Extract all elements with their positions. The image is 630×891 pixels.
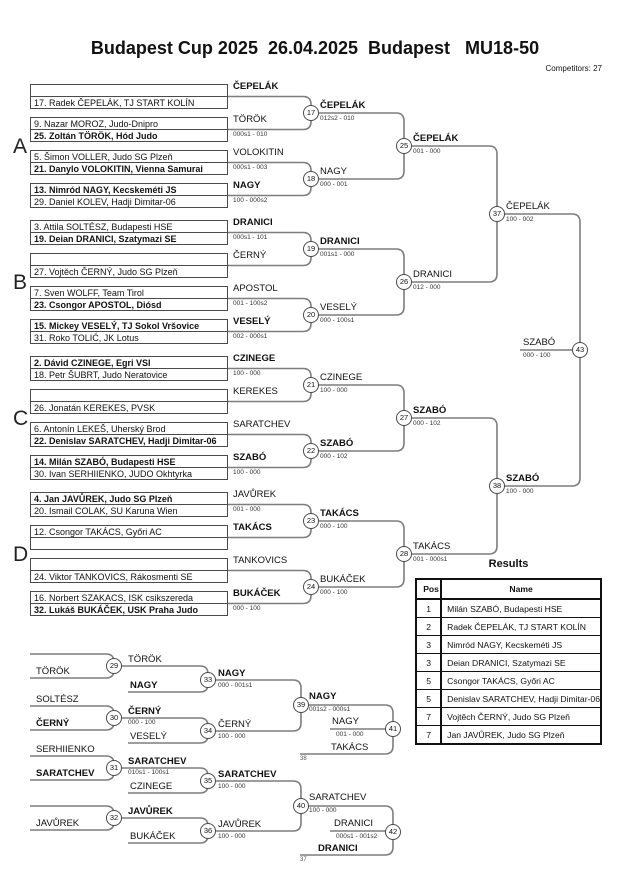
entrant-box: 27. Vojtěch ČERNÝ, Judo SG Plzeň (30, 265, 228, 278)
table-row (416, 690, 601, 708)
winner-label: TAKÁCS (233, 522, 272, 533)
winner-label: KEREKES (233, 386, 278, 397)
match-score: 000s1 - 101 (233, 234, 268, 241)
result-pos: 7 (416, 726, 441, 745)
match-node: 37 (489, 206, 505, 222)
entrant-box: 25. Zoltán TÖRÖK, Hód Judo (30, 129, 228, 142)
repechage-seed: ČERNÝ (36, 718, 70, 729)
match-score: 000 - 100s1 (320, 317, 355, 324)
winner-label: ČEPELÁK (320, 100, 366, 111)
match-node: 19 (303, 241, 319, 257)
winner-label: BUKÁČEK (320, 574, 366, 585)
repechage-seed: SERHIIENKO (36, 744, 95, 755)
source-match-ref: 37 (300, 857, 307, 863)
result-name: Deian DRANICI, Szatymazi SE (441, 654, 601, 672)
match-node: 28 (396, 546, 412, 562)
winner-label: ČEPELÁK (506, 201, 550, 212)
match-score: 001 - 000s1 (413, 556, 448, 563)
results-title: Results (488, 558, 529, 570)
winner-label: CZINEGE (320, 372, 363, 383)
entrant-box: 9. Nazar MOROZ, Judo-Dnipro (30, 117, 228, 130)
match-node: 33 (200, 672, 216, 688)
match-node: 43 (572, 342, 588, 358)
winner-label: NAGY (218, 668, 246, 679)
entrant-box: 3. Attila SOLTÉSZ, Budapesti HSE (30, 220, 228, 233)
group-label-d: D (13, 543, 29, 566)
winner-label: DRANICI (413, 269, 453, 280)
result-pos: 2 (416, 618, 441, 636)
result-name: Radek ČEPELÁK, TJ START KOLÍN (441, 618, 601, 636)
match-score: 100 - 000 (218, 783, 246, 790)
winner-label: TÖRÖK (233, 114, 267, 125)
entrant-box: 12. Csongor TAKÁCS, Győri AC (30, 525, 228, 538)
main-bracket-connectors (228, 97, 580, 604)
match-score: 100 - 000 (309, 807, 337, 814)
match-score: 001 - 000 (233, 506, 261, 513)
winner-label: SZABÓ (320, 438, 354, 449)
entrant-box: 20. Ismail COLAK, SU Karuna Wien (30, 504, 228, 517)
winner-label: DRANICI (334, 818, 374, 829)
entrant-box: 18. Petr ŠUBRT, Judo Neratovice (30, 368, 228, 381)
match-score: 100 - 000 (320, 387, 348, 394)
table-row (416, 599, 601, 618)
winner-label: NAGY (332, 716, 359, 727)
match-score: 000 - 100 (320, 523, 348, 530)
match-node: 17 (303, 105, 319, 121)
winner-label: DRANICI (233, 217, 273, 228)
match-score: 100 - 000 (233, 469, 261, 476)
entrant-label: NAGY (130, 680, 158, 691)
match-score: 001s2 - 000s1 (309, 706, 351, 713)
entrant-box: 6. Antonín LEKEŠ, Uherský Brod (30, 422, 228, 435)
table-row (416, 618, 601, 636)
result-pos: 1 (416, 599, 441, 618)
match-node: 30 (106, 710, 122, 726)
winner-label: SZABÓ (413, 405, 447, 416)
entrant-box: 24. Viktor TANKOVICS, Rákosmenti SE (30, 570, 228, 583)
winner-label: ČEPELÁK (413, 133, 459, 144)
match-score: 000 - 100 (128, 719, 156, 726)
competitors-count: Competitors: 27 (545, 64, 602, 73)
winner-label: NAGY (233, 180, 261, 191)
entrant-label: BUKÁČEK (130, 831, 176, 842)
winner-label: TAKÁCS (413, 541, 451, 552)
match-node: 32 (106, 810, 122, 826)
entrant-label: CZINEGE (130, 781, 173, 792)
entrant-label: VESELÝ (130, 731, 167, 742)
winner-label: JAVŮREK (233, 489, 277, 500)
match-score: 001 - 000 (336, 731, 364, 738)
winner-label: NAGY (320, 166, 347, 177)
winner-label: APOSTOL (233, 283, 278, 294)
group-label-c: C (13, 407, 29, 430)
match-node: 25 (396, 138, 412, 154)
winner-label: SARATCHEV (128, 756, 187, 767)
entrant-box (30, 537, 228, 550)
repechage-seed: JAVŮREK (36, 818, 80, 829)
winner-label: ČERNÝ (233, 250, 267, 261)
entrant-box: 29. Daniel KOLEV, Hadji Dimitar-06 (30, 195, 228, 208)
entrant-box: 2. Dávid CZINEGE, Egri VSI (30, 356, 228, 369)
entrant-box: 4. Jan JAVŮREK, Judo SG Plzeň (30, 492, 228, 505)
match-node: 39 (293, 697, 309, 713)
match-node: 20 (303, 307, 319, 323)
result-name: Nimród NAGY, Kecskeméti JS (441, 636, 601, 654)
result-name: Milán SZABÓ, Budapesti HSE (441, 599, 601, 618)
match-score: 000s1 - 001s2 (336, 833, 378, 840)
match-score: 100 - 000 (506, 488, 534, 495)
match-node: 36 (200, 823, 216, 839)
match-node: 42 (385, 824, 401, 840)
entrant-box: 15. Mickey VESELÝ, TJ Sokol Vršovice (30, 319, 228, 332)
match-score: 000s1 - 010 (233, 131, 268, 138)
winner-label: VESELÝ (320, 302, 357, 313)
entrant-box: 17. Radek ČEPELÁK, TJ START KOLÍN (30, 96, 228, 109)
match-score: 012 - 000 (413, 284, 441, 291)
match-score: 010s1 - 100s1 (128, 769, 170, 776)
winner-label: VESELÝ (233, 316, 271, 327)
source-match-ref: 38 (300, 756, 307, 762)
winner-label: JAVŮREK (218, 819, 262, 830)
final-score: 000 - 100 (523, 352, 551, 359)
table-row (416, 726, 601, 745)
match-score: 000s1 - 003 (233, 164, 268, 171)
match-node: 23 (303, 513, 319, 529)
match-node: 35 (200, 773, 216, 789)
table-row (416, 636, 601, 654)
entrant-box: 5. Šimon VOLLER, Judo SG Plzeň (30, 150, 228, 163)
match-score: 000 - 100 (233, 605, 261, 612)
match-score: 000 - 100 (320, 589, 348, 596)
entrant-box: 26. Jonatán KEREKES, PVSK (30, 401, 228, 414)
result-pos: 3 (416, 654, 441, 672)
entrant-box: 7. Sven WOLFF, Team Tirol (30, 286, 228, 299)
table-row (416, 708, 601, 726)
match-score: 001 - 100s2 (233, 300, 268, 307)
match-score: 100 - 000 (218, 733, 246, 740)
winner-label: NAGY (309, 691, 337, 702)
repechage-seed: TÖRÖK (36, 666, 70, 677)
result-pos: 5 (416, 672, 441, 690)
entrant-box: 13. Nimród NAGY, Kecskeméti JS (30, 183, 228, 196)
group-label-b: B (13, 271, 28, 294)
table-row (416, 654, 601, 672)
result-pos: 7 (416, 708, 441, 726)
winner-label: BUKÁČEK (233, 588, 281, 599)
winner-label: SARATCHEV (218, 769, 277, 780)
match-node: 29 (106, 658, 122, 674)
entrant-box: 30. Ivan SERHIIENKO, JUDO Okhtyrka (30, 467, 228, 480)
winner-label: SZABÓ (233, 452, 267, 463)
entrant-box: 22. Denislav SARATCHEV, Hadji Dimitar-06 (30, 434, 228, 447)
result-name: Csongor TAKÁCS, Győri AC (441, 672, 601, 690)
result-pos: 5 (416, 690, 441, 708)
match-node: 31 (106, 760, 122, 776)
result-name: Jan JAVŮREK, Judo SG Plzeň (441, 726, 601, 745)
match-node: 27 (396, 410, 412, 426)
repechage-seed: SARATCHEV (36, 768, 95, 779)
match-score: 000 - 102 (413, 420, 441, 427)
match-score: 000 - 001 (320, 181, 348, 188)
match-score: 000 - 102 (320, 453, 348, 460)
match-score: 100 - 002 (506, 216, 534, 223)
entrant-box: 31. Roko TOLIĆ, JK Lotus (30, 331, 228, 344)
winner-label: ČERNÝ (128, 706, 162, 717)
results-table (415, 578, 602, 745)
winner-label: TANKOVICS (233, 555, 288, 566)
entrant-box: 32. Lukáš BUKÁČEK, USK Praha Judo (30, 603, 228, 616)
winner-label: VOLOKITIN (233, 147, 284, 158)
table-row (416, 672, 601, 690)
result-name: Denislav SARATCHEV, Hadji Dimitar-06 (441, 690, 601, 708)
entrant-box: 14. Milán SZABÓ, Budapesti HSE (30, 455, 228, 468)
result-pos: 3 (416, 636, 441, 654)
entrant-label: TAKÁCS (331, 742, 369, 753)
results-col-name: Name (441, 579, 601, 599)
results-col-pos: Pos (416, 579, 441, 599)
match-score: 100 - 000 (218, 833, 246, 840)
match-node: 21 (303, 377, 319, 393)
match-score: 001s1 - 000 (320, 251, 355, 258)
entrant-box: 21. Danylo VOLOKITIN, Vienna Samurai (30, 162, 228, 175)
entrant-box: 23. Csongor APOSTOL, Diósd (30, 298, 228, 311)
winner-label: SARATCHEV (309, 792, 367, 803)
winner-label: TAKÁCS (320, 508, 359, 519)
page-title: Budapest Cup 2025 26.04.2025 Budapest MU18-50 (90, 38, 540, 58)
match-node: 22 (303, 443, 319, 459)
final-winner-label: SZABÓ (523, 337, 556, 348)
winner-label: SARATCHEV (233, 419, 291, 430)
match-node: 26 (396, 274, 412, 290)
match-node: 34 (200, 723, 216, 739)
match-node: 41 (385, 721, 401, 737)
match-score: 012s2 - 010 (320, 115, 355, 122)
winner-label: ČEPELÁK (233, 81, 279, 92)
result-name: Vojtěch ČERNÝ, Judo SG Plzeň (441, 708, 601, 726)
match-score: 000 - 001s1 (218, 682, 253, 689)
entrant-box: 16. Norbert SZAKACS, ISK csikszereda (30, 591, 228, 604)
match-node: 24 (303, 579, 319, 595)
match-score: 100 - 000 (233, 370, 261, 377)
winner-label: TÖRÖK (128, 654, 162, 665)
match-score: 001 - 000 (413, 148, 441, 155)
entrant-box: 19. Deian DRANICI, Szatymazi SE (30, 232, 228, 245)
repechage-seed: SOLTÉSZ (36, 694, 79, 705)
match-score: 100 - 000s2 (233, 197, 268, 204)
winner-label: ČERNÝ (218, 719, 252, 730)
winner-label: JAVŮREK (128, 806, 173, 817)
entrant-label: DRANICI (318, 843, 358, 854)
match-score: 002 - 000s1 (233, 333, 268, 340)
winner-label: DRANICI (320, 236, 360, 247)
winner-label: CZINEGE (233, 353, 276, 364)
match-node: 40 (293, 798, 309, 814)
match-node: 38 (489, 478, 505, 494)
group-label-a: A (13, 135, 28, 158)
match-node: 18 (303, 171, 319, 187)
winner-label: SZABÓ (506, 473, 540, 484)
results-header-row (416, 579, 601, 599)
